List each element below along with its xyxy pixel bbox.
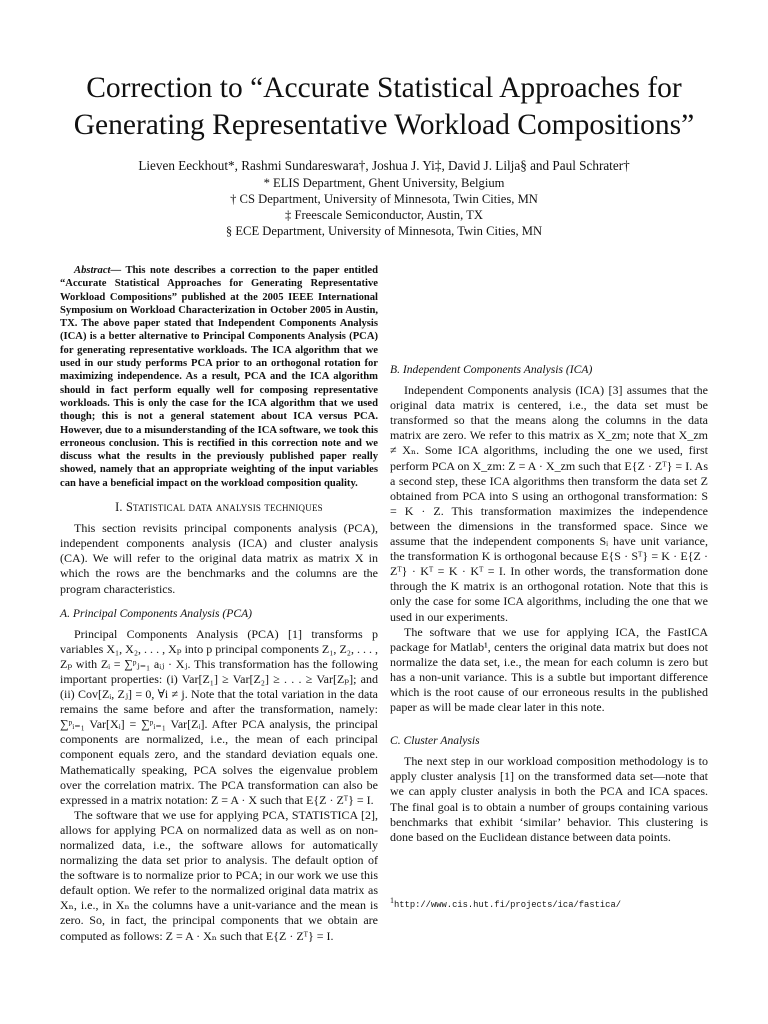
abstract-text: — This note describes a correction to the paper entitled “Accurate Statistical Approaches for Generating Representative Workload Compositions” published at the 2005 IEEE International Symposium on Workload Characterization in October 2005 in Austin, TX. The above paper stated that Independent Components Analysis (ICA) is a better alternative to Principal Components Analysis (PCA) for generating representative workloads. The ICA algorithm that we used in our study performs PCA prior to an orthogonal rotation for maximizing independence. As a result, PCA and the ICA algorithm should in fact perform equally well for composing representative workloads. This is only the case for the ICA algorithm that we used though; this is not a general statement about ICA versus PCA. However, due to a misunderstanding of the ICA software, we took this erroneous conclusion. This is rectified in this correction note and we discuss what the results in the previously published paper really showed, namely that an appropriate weighting of the input variables can have a beneficial impact on the workload composition quality. [60,265,378,489]
pca-paragraph-1: Principal Components Analysis (PCA) [1] transforms p variables X₁, X₂, . . . , Xₚ into p principal components Z₁, Z₂, . . . , Zₚ with Zᵢ = ∑ᵖⱼ₌₁ aᵢⱼ · Xⱼ. This transformation has the following important properties: (i) Var[Z₁] ≥ Var[Z₂] ≥ . . . ≥ Var[Zₚ]; and (ii) Cov[Zᵢ, Zⱼ] = 0, ∀i ≠ j. Note that the total variation in the data remains the same before and after the transformation, namely: ∑ᵖᵢ₌₁ Var[Xᵢ] = ∑ᵖᵢ₌₁ Var[Zᵢ]. After PCA analysis, the principal components are normalized, i.e., the mean of each principal component equals zero, and the standard deviation equals one. Mathematically speaking, PCA solves the eigenvalue problem over the correlation matrix. The PCA transformation can also be expressed in a matrix notation: Z = A · X such that E{Z · Zᵀ} = I. [60,626,378,807]
affiliation-4: § ECE Department, University of Minnesota, Twin Cities, MN [225,224,543,238]
abstract-lead: Abstract [74,265,111,276]
author-list: Lieven Eeckhout*, Rashmi Sundareswara†, Joshua J. Yi‡, David J. Lilja§ and Paul Schrater† [138,158,630,173]
ica-paragraph-1: Independent Components analysis (ICA) [3] assumes that the original data matrix is centered, i.e., the data set must be transformed so that the means along the columns in the data matrix are zero. We refer to this matrix as X_zm; note that X_zm ≠ Xₙ. Some ICA algorithms, including the one we used, first perform PCA on X_zm: Z = A · X_zm such that E{Z · Zᵀ} = I. As a second step, these ICA algorithms then transform the data set Z obtained from PCA into S using an orthogonal transformation: S = K · Z. This transformation maximizes the independence between the dimensions in the transformed space. Since we assume that the independent components Sᵢ have unit variance, the transformation K is orthogonal because E{S · Sᵀ} = K · E{Z · Zᵀ} · Kᵀ = K · Kᵀ = I. In other words, the transformation done through the K matrix is an orthogonal rotation. Note that this is only the case for some ICA algorithms, including the one that we used in our experiments. [390,383,708,624]
section-heading: I. Statistical data analysis techniques [115,500,323,515]
affiliation-2: † CS Department, University of Minnesota, Twin Cities, MN [230,192,538,206]
footnote [390,895,708,911]
abstract [60,264,378,490]
section-intro: This section revisits principal components analysis (PCA), independent components analysis (ICA) and cluster analysis (CA). We will refer to the original data matrix as matrix X in which the rows are the benchmarks and the columns are the program characteristics. [60,521,378,596]
footnote-url[interactable]: http://www.cis.hut.fi/projects/ica/fastica/ [394,900,621,910]
subsection-heading-cluster: C. Cluster Analysis [390,734,480,748]
footnote-mark: 1 [390,895,394,905]
subsection-heading-pca: A. Principal Components Analysis (PCA) [60,606,253,620]
affiliation-1: * ELIS Department, Ghent University, Belgium [263,176,505,190]
left-column [60,264,378,944]
affiliation-3: ‡ Freescale Semiconductor, Austin, TX [285,208,483,222]
subsection-heading-ica: B. Independent Components Analysis (ICA) [390,363,593,376]
cluster-paragraph-1: The next step in our workload composition methodology is to apply cluster analysis [1] on the transformed data set—note that we can apply cluster analysis in both the PCA and ICA spaces. The final goal is to obtain a number of groups containing various benchmarks that exhibit ‘similar’ behavior. This clustering is done based on the Euclidean distance between data points. [390,754,708,844]
ica-paragraph-2: The software that we use for applying ICA, the FastICA package for Matlab¹, centers the original data matrix but does not normalize the data set, i.e., the mean for each column is zero but has a non-unit variance. This is a subtle but important difference which is the root cause of our erroneous results in the published paper as will be made clear later in this note. [390,624,708,715]
pca-paragraph-2: The software that we use for applying PCA, STATISTICA [2], allows for applying PCA on normalized data as well as on non-normalized data, i.e., the software allows for automatically normalizing the data set prior to analysis. The default option of the software is to normalize prior to PCA; in our work we use this default option. We refer to the normalized original data matrix as Xₙ, i.e., in Xₙ the columns have a unit-variance and the mean is zero. So, in fact, the principal components that we obtain are computed as follows: Z = A · Xₙ such that E{Z · Zᵀ} = I. [60,807,378,943]
paper-title: Correction to “Accurate Statistical Approaches for Generating Representative Workload Compositions” [73,72,695,141]
right-column [390,0,708,845]
